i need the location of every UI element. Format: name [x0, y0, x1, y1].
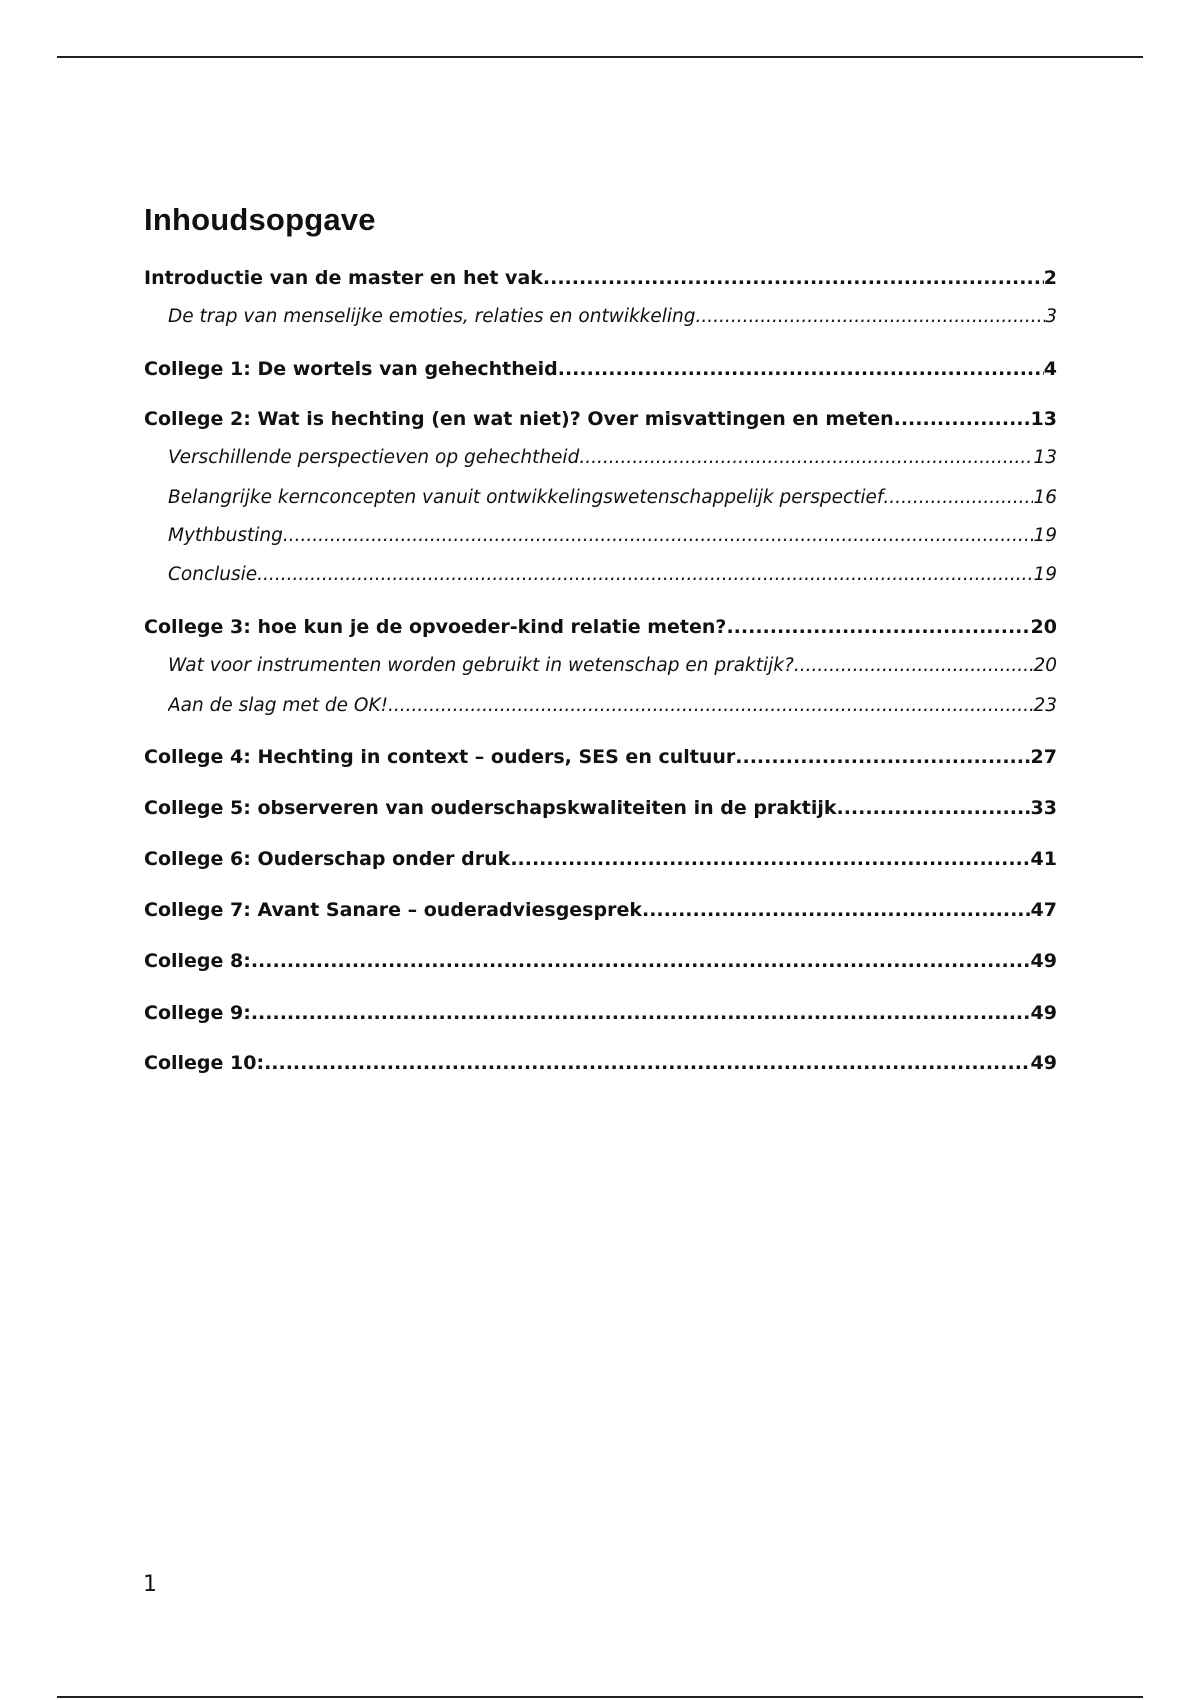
- toc-entry-label: College 4: Hechting in context – ouders, SES en cultuur: [144, 746, 736, 768]
- toc-entry[interactable]: [168, 443, 1057, 473]
- toc-leader-dots: [264, 1048, 1030, 1078]
- toc-leader-dots: [735, 742, 1030, 772]
- toc-entry-page: 13: [1033, 447, 1057, 468]
- toc-entry-page: 27: [1030, 746, 1057, 768]
- toc-entry[interactable]: [144, 742, 1057, 772]
- toc-entry[interactable]: [144, 612, 1057, 642]
- toc-entry-page: 23: [1033, 695, 1057, 716]
- toc-entry[interactable]: [144, 404, 1057, 434]
- toc-entry-page: 49: [1030, 1002, 1057, 1024]
- toc-entry-label: College 7: Avant Sanare – ouderadviesgesprek: [144, 899, 642, 921]
- toc-entry[interactable]: [144, 1048, 1057, 1078]
- toc-entry-page: 19: [1033, 525, 1057, 546]
- toc-leader-dots: [894, 404, 1031, 434]
- toc-entry-page: 19: [1033, 564, 1057, 585]
- toc-leader-dots: [510, 844, 1030, 874]
- toc-entry-page: 49: [1030, 1052, 1057, 1074]
- toc-entry[interactable]: [168, 560, 1057, 590]
- toc-entry[interactable]: [168, 651, 1057, 681]
- toc-entry-page: 49: [1030, 950, 1057, 972]
- toc-entry-label: De trap van menselijke emoties, relaties en ontwikkeling: [168, 306, 696, 327]
- page-number: 1: [143, 1572, 157, 1597]
- toc-entry-label: College 3: hoe kun je de opvoeder-kind relatie meten?: [144, 616, 727, 638]
- toc-entry-page: 3: [1045, 306, 1057, 327]
- toc-leader-dots: [794, 651, 1034, 681]
- toc-leader-dots: [388, 691, 1033, 721]
- toc-leader-dots: [283, 521, 1034, 551]
- footer-rule: [57, 1696, 1143, 1698]
- toc-entry[interactable]: [144, 844, 1057, 874]
- toc-entry[interactable]: [168, 302, 1057, 332]
- toc-entry[interactable]: [168, 483, 1057, 513]
- toc-entry-label: Belangrijke kernconcepten vanuit ontwikkelingswetenschappelijk perspectief: [168, 487, 884, 508]
- toc-leader-dots: [543, 263, 1044, 293]
- toc-entry[interactable]: [144, 998, 1057, 1028]
- toc-entry-label: College 6: Ouderschap onder druk: [144, 848, 511, 870]
- toc-leader-dots: [251, 946, 1031, 976]
- toc-title: Inhoudsopgave: [144, 202, 376, 237]
- toc-entry[interactable]: [144, 263, 1057, 293]
- toc-entry-page: 47: [1030, 899, 1057, 921]
- toc-entry-label: College 9:: [144, 1002, 251, 1024]
- toc-leader-dots: [696, 302, 1046, 332]
- toc-leader-dots: [579, 443, 1033, 473]
- toc-entry-label: Introductie van de master en het vak: [144, 267, 543, 289]
- toc-leader-dots: [257, 560, 1033, 590]
- toc-entry[interactable]: [144, 946, 1057, 976]
- toc-entry[interactable]: [144, 793, 1057, 823]
- toc-leader-dots: [251, 998, 1031, 1028]
- toc-leader-dots: [837, 793, 1031, 823]
- toc-entry-label: Verschillende perspectieven op gehechtheid: [168, 447, 580, 468]
- toc-entry-page: 4: [1043, 358, 1057, 380]
- toc-entry-label: College 10:: [144, 1052, 265, 1074]
- toc-entry[interactable]: [168, 691, 1057, 721]
- toc-entry-page: 41: [1030, 848, 1057, 870]
- toc-entry-page: 20: [1033, 655, 1057, 676]
- toc-leader-dots: [726, 612, 1030, 642]
- toc-entry[interactable]: [168, 521, 1057, 551]
- toc-entry-label: College 1: De wortels van gehechtheid: [144, 358, 558, 380]
- toc-entry-label: Mythbusting: [168, 525, 283, 546]
- toc-entry-page: 20: [1030, 616, 1057, 638]
- toc-entry-label: Conclusie: [168, 564, 258, 585]
- toc-leader-dots: [558, 354, 1044, 384]
- toc-leader-dots: [883, 483, 1033, 513]
- toc-entry-page: 2: [1043, 267, 1057, 289]
- toc-entry-label: Aan de slag met de OK!: [168, 695, 388, 716]
- toc-entry-label: College 2: Wat is hechting (en wat niet)? Over misvattingen en meten: [144, 408, 894, 430]
- toc-entry-label: Wat voor instrumenten worden gebruikt in wetenschap en praktijk?: [168, 655, 794, 676]
- toc-entry-page: 13: [1030, 408, 1057, 430]
- toc-entry[interactable]: [144, 354, 1057, 384]
- toc-entry[interactable]: [144, 895, 1057, 925]
- toc-entry-label: College 5: observeren van ouderschapskwaliteiten in de praktijk: [144, 797, 837, 819]
- toc-leader-dots: [642, 895, 1031, 925]
- table-of-contents: [144, 0, 1057, 1700]
- toc-entry-label: College 8:: [144, 950, 251, 972]
- toc-entry-page: 33: [1030, 797, 1057, 819]
- toc-entry-page: 16: [1033, 487, 1057, 508]
